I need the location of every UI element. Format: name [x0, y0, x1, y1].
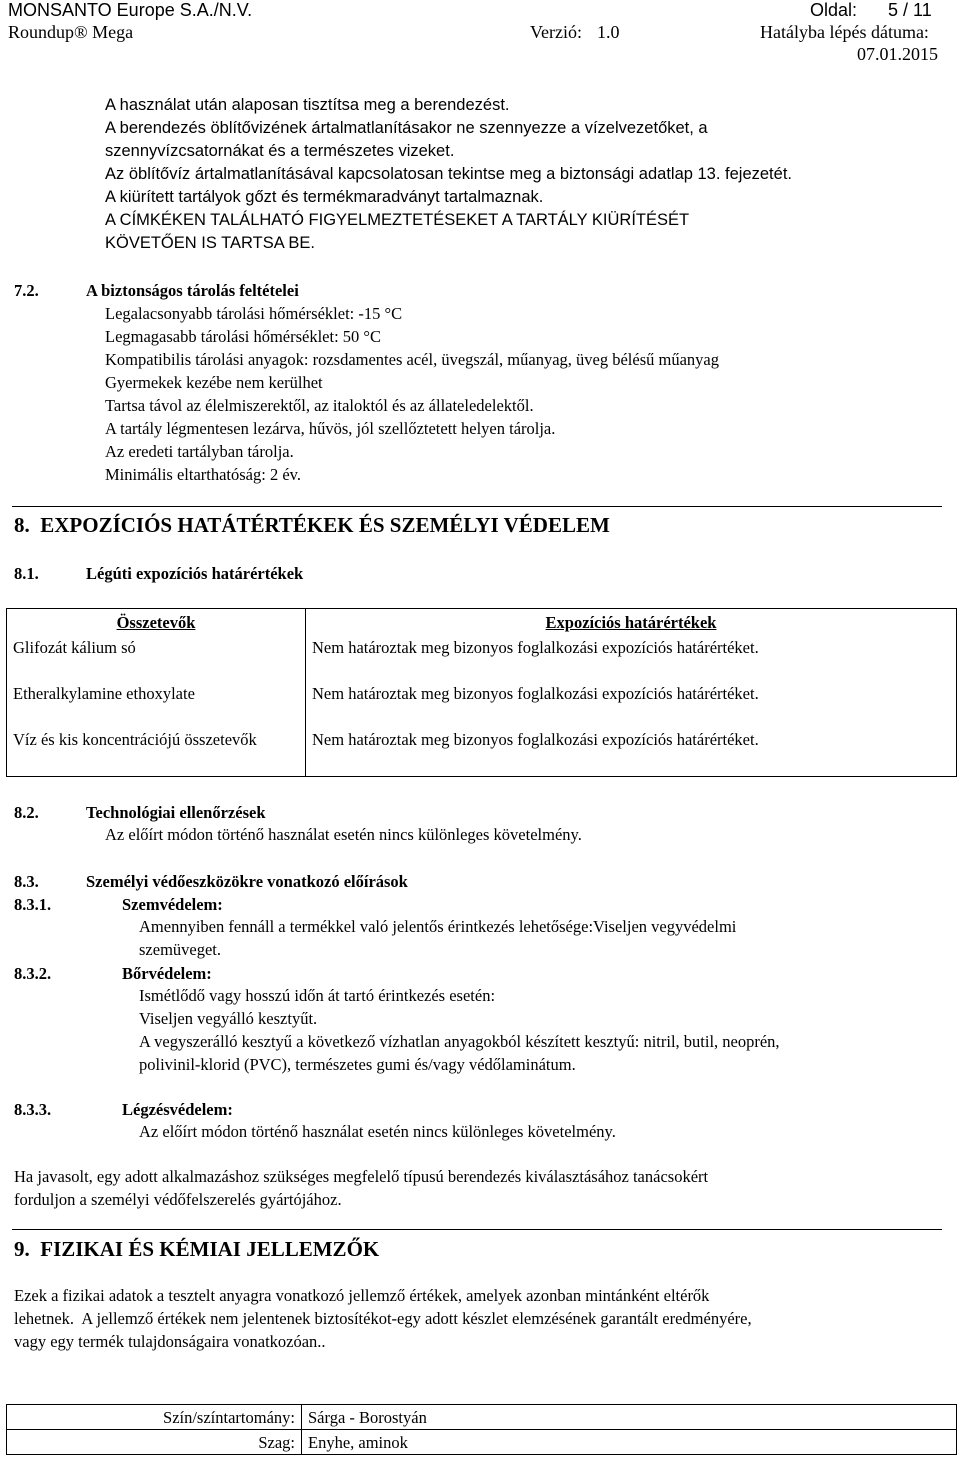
component-cell: Víz és kis koncentrációjú összetevők: [7, 726, 306, 777]
property-label: Szag:: [7, 1430, 302, 1455]
effective-date: 07.01.2015: [857, 44, 938, 64]
section-8-3-title: Személyi védőeszközökre vonatkozó előírások: [86, 872, 408, 891]
table-row: [7, 1405, 957, 1430]
component-cell: Glifozát kálium só: [7, 634, 306, 680]
text-line: A használat után alaposan tisztítsa meg a berendezést.: [105, 96, 510, 114]
text-line: vagy egy termék tulajdonságaira vonatkozóan..: [14, 1332, 326, 1351]
text-line: A kiürített tartályok gőzt és termékmaradványt tartalmaznak.: [105, 188, 544, 206]
table-header-row: [7, 609, 957, 635]
section-8-3-number: 8.3.: [14, 872, 39, 891]
text-line: Gyermekek kezébe nem kerülhet: [105, 373, 323, 392]
text-line: A vegyszerálló kesztyű a következő vízhatlan anyagokból készített kesztyű: nitril, butil, neoprén,: [139, 1032, 780, 1051]
section-8-2-title: Technológiai ellenőrzések: [86, 803, 266, 822]
text-line: szemüveget.: [139, 940, 222, 959]
table-row: [7, 680, 957, 726]
skin-protection-title: Bőrvédelem:: [122, 964, 212, 983]
section-8-title: 8. EXPOZÍCIÓS HATÁTÉRTÉKEK ÉS SZEMÉLYI VÉDELEM: [14, 513, 610, 537]
text-line: Ezek a fizikai adatok a tesztelt anyagra vonatkozó jellemző értékek, amelyek azonban mintánként eltérők: [14, 1286, 710, 1305]
text-line: Amennyiben fennáll a termékkel való jelentős érintkezés lehetősége:Viseljen vegyvédelmi: [139, 917, 737, 936]
section-8-3-1-number: 8.3.1.: [14, 895, 52, 914]
text-line: Legmagasabb tárolási hőmérséklet: 50 °C: [105, 327, 382, 346]
exposure-limits-table: [6, 608, 957, 777]
text-line: Az eredeti tartályban tárolja.: [105, 442, 294, 461]
skin-protection-text: [139, 984, 780, 1076]
section-7-2-number: 7.2.: [14, 281, 39, 300]
section-9-title: 9. FIZIKAI ÉS KÉMIAI JELLEMZŐK: [14, 1237, 380, 1261]
page-label: Oldal:: [810, 0, 858, 20]
limit-cell: Nem határoztak meg bizonyos foglalkozási expozíciós határértéket.: [306, 634, 957, 680]
version-number: 1.0: [597, 22, 620, 42]
text-line: A tartály légmentesen lezárva, hűvös, jól szellőztetett helyen tárolja.: [105, 419, 556, 438]
ppe-advice-text: [14, 1165, 708, 1211]
table-row: [7, 726, 957, 777]
text-line: A CÍMKÉKEN TALÁLHATÓ FIGYELMEZTETÉSEKET A TARTÁLY KIÜRÍTÉSÉT: [105, 211, 690, 229]
storage-conditions: [105, 302, 719, 486]
text-line: Legalacsonyabb tárolási hőmérséklet: -15 °C: [105, 304, 403, 323]
effective-date-label: Hatályba lépés dátuma:: [760, 22, 929, 42]
table-row: [7, 1430, 957, 1455]
property-value: Sárga - Borostyán: [302, 1405, 957, 1430]
text-line: Minimális eltarthatóság: 2 év.: [105, 465, 301, 484]
column-header-component: Összetevők: [7, 609, 306, 635]
limit-cell: Nem határoztak meg bizonyos foglalkozási expozíciós határértéket.: [306, 680, 957, 726]
column-header-limit: Expozíciós határértékek: [306, 609, 957, 635]
product-name: Roundup® Mega: [8, 22, 134, 42]
text-line: KÖVETŐEN IS TARTSA BE.: [105, 234, 315, 252]
text-line: forduljon a személyi védőfelszerelés gyártójához.: [14, 1190, 342, 1209]
company-name: MONSANTO Europe S.A./N.V.: [8, 0, 253, 20]
component-cell: Etheralkylamine ethoxylate: [7, 680, 306, 726]
section-8-2-number: 8.2.: [14, 803, 39, 822]
limit-cell: Nem határoztak meg bizonyos foglalkozási expozíciós határértéket.: [306, 726, 957, 777]
page-number: 5 / 11: [888, 0, 932, 20]
eye-protection-title: Szemvédelem:: [122, 895, 223, 914]
respiratory-protection-title: Légzésvédelem:: [122, 1100, 233, 1119]
text-line: polivinil-klorid (PVC), természetes gumi és/vagy védőlaminátum.: [139, 1055, 576, 1074]
text-line: Kompatibilis tárolási anyagok: rozsdamentes acél, üvegszál, műanyag, üveg bélésű műanyag: [105, 350, 719, 369]
table-row: [7, 634, 957, 680]
section-8-3-3-number: 8.3.3.: [14, 1100, 52, 1119]
text-line: Ismétlődő vagy hosszú időn át tartó érintkezés esetén:: [139, 986, 496, 1005]
text-line: Tartsa távol az élelmiszerektől, az italoktól és az állateledelektől.: [105, 396, 534, 415]
handling-text: [105, 94, 792, 255]
section-divider: [12, 506, 942, 507]
properties-table: [6, 1404, 957, 1455]
property-value: Enyhe, aminok: [302, 1430, 957, 1455]
property-label: Szín/színtartomány:: [7, 1405, 302, 1430]
version-label: Verzió:: [530, 22, 582, 42]
text-line: szennyvízcsatornákat és a természetes vizeket.: [105, 142, 455, 160]
text-line: lehetnek. A jellemző értékek nem jelentenek biztosítékot-egy adott készlet elemzésének garantált eredményére,: [14, 1309, 752, 1328]
text-line: Ha javasolt, egy adott alkalmazáshoz szükséges megfelelő típusú berendezés kiválasztásához tanácsokért: [14, 1167, 709, 1186]
engineering-controls-text: Az előírt módon történő használat esetén nincs különleges követelmény.: [105, 825, 582, 844]
text-line: Viseljen vegyálló kesztyűt.: [139, 1009, 318, 1028]
section-divider: [12, 1229, 942, 1230]
text-line: Az öblítővíz ártalmatlanításával kapcsolatosan tekintse meg a biztonsági adatlap 13. fejezetét.: [105, 165, 792, 183]
physical-properties-intro: [14, 1284, 752, 1353]
section-8-1-title: Légúti expozíciós határértékek: [86, 564, 304, 583]
section-7-2-title: A biztonságos tárolás feltételei: [86, 281, 299, 300]
text-line: A berendezés öblítővizének ártalmatlanításakor ne szennyezze a vízelvezetőket, a: [105, 119, 708, 137]
section-8-1-number: 8.1.: [14, 564, 39, 583]
section-8-3-2-number: 8.3.2.: [14, 964, 52, 983]
respiratory-protection-text: Az előírt módon történő használat esetén nincs különleges követelmény.: [139, 1122, 616, 1141]
eye-protection-text: [139, 915, 736, 961]
